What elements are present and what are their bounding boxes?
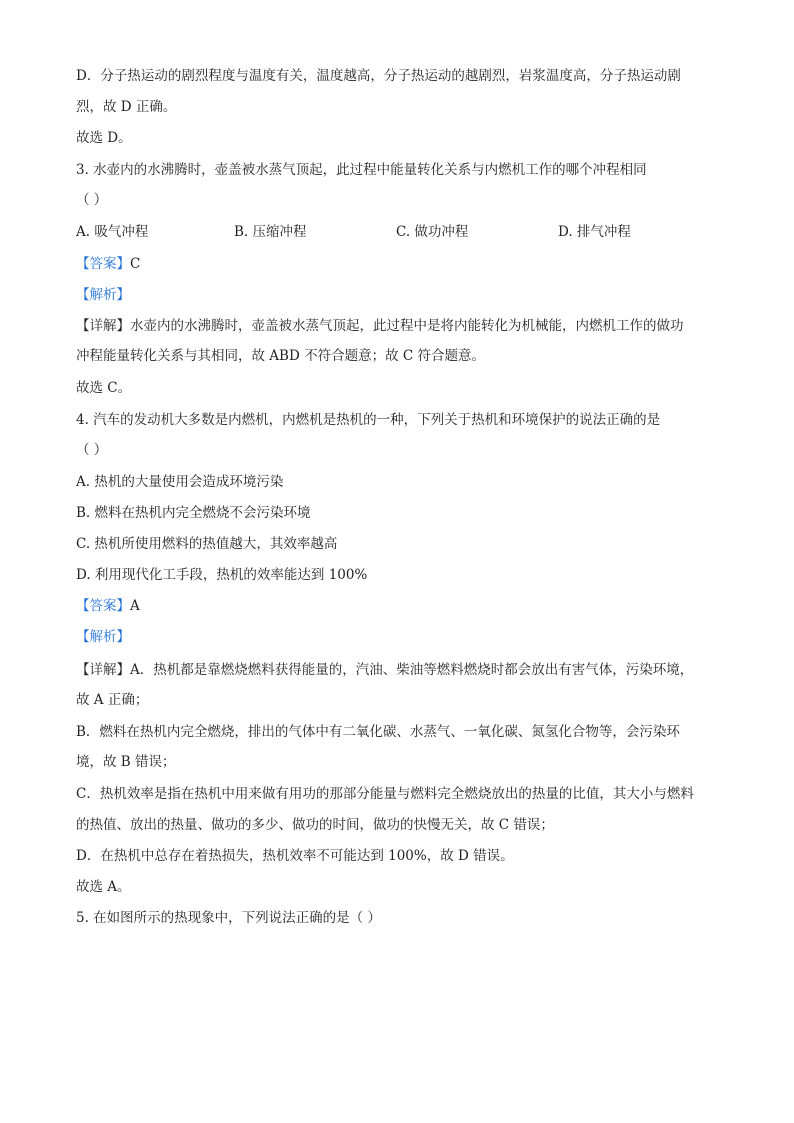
q3-option-a: A. 吸气冲程 (76, 224, 149, 240)
q4-option-d: D. 利用现代化工手段，热机的效率能达到 100% (76, 567, 368, 583)
q3-answer-tag: 【答案】 (76, 256, 130, 272)
q3-detail-text: 水壶内的水沸腾时，壶盖被水蒸气顶起，此过程中是将内能转化为机械能，内燃机工作的做功 (130, 318, 684, 334)
q3-detail-tag: 【详解】 (76, 318, 130, 334)
q2-option-d-explanation-line2: 烈，故 D 正确。 (76, 99, 177, 115)
q5-stem-line1: 5. 在如图所示的热现象中，下列说法正确的是（ ） (76, 910, 381, 926)
q4-answer (76, 596, 716, 616)
q4-answer-tag: 【答案】 (76, 598, 130, 614)
q4-detail-c-line1: C．热机效率是指在热机中用来做有用功的那部分能量与燃料完全燃烧放出的热量的比值，其大小与燃料 (76, 786, 694, 802)
q3-option-b: B. 压缩冲程 (234, 224, 307, 240)
q4-answer-value: A (130, 598, 140, 614)
q3-detail-line2: 冲程能量转化关系与其相同，故 ABD 不符合题意；故 C 符合题意。 (76, 348, 485, 364)
q4-conclusion: 故选 A。 (76, 879, 131, 895)
q4-option-b: B. 燃料在热机内完全燃烧不会污染环境 (76, 505, 311, 521)
q3-option-c: C. 做功冲程 (396, 224, 469, 240)
q4-detail-a-text: A．热机都是靠燃烧燃料获得能量的，汽油、柴油等燃料燃烧时都会放出有害气体，污染环境， (130, 662, 694, 678)
q4-analysis-tag: 【解析】 (76, 629, 130, 645)
q3-option-d: D. 排气冲程 (558, 224, 631, 240)
q4-detail-a-line2: 故 A 正确； (76, 692, 149, 708)
q3-conclusion: 故选 C。 (76, 380, 132, 396)
q3-analysis-heading (76, 285, 716, 305)
q2-conclusion: 故选 D。 (76, 130, 132, 146)
q4-stem-line2: （ ） (76, 442, 108, 458)
q4-detail-b-line1: B．燃料在热机内完全燃烧，排出的气体中有二氧化碳、水蒸气、一氧化碳、氮氢化合物等，会污染环 (76, 724, 680, 740)
q3-stem-line1: 3. 水壶内的水沸腾时，壶盖被水蒸气顶起，此过程中能量转化关系与内燃机工作的哪个冲程相同 (76, 162, 647, 178)
q3-answer (76, 254, 716, 274)
q3-analysis-tag: 【解析】 (76, 287, 130, 303)
q3-detail-line1 (76, 316, 716, 336)
q4-detail-d-line1: D．在热机中总存在着热损失，热机效率不可能达到 100%，故 D 错误。 (76, 848, 514, 864)
q4-detail-tag: 【详解】 (76, 662, 130, 678)
q3-answer-value: C (130, 256, 141, 272)
q3-options (76, 222, 716, 242)
q4-option-a: A. 热机的大量使用会造成环境污染 (76, 474, 284, 490)
q4-detail-a-line1 (76, 660, 716, 680)
q4-detail-b-line2: 境，故 B 错误； (76, 754, 176, 770)
q3-stem-line2: （ ） (76, 192, 108, 208)
q4-analysis-heading (76, 627, 716, 647)
q4-option-c: C. 热机所使用燃料的热值越大，其效率越高 (76, 536, 338, 552)
q4-stem-line1: 4. 汽车的发动机大多数是内燃机，内燃机是热机的一种，下列关于热机和环境保护的说法正确的是 (76, 412, 661, 428)
q2-option-d-explanation-line1: D．分子热运动的剧烈程度与温度有关，温度越高，分子热运动的越剧烈，岩浆温度高，分子热运动剧 (76, 68, 681, 84)
q4-detail-c-line2: 的热值、放出的热量、做功的多少、做功的时间，做功的快慢无关，故 C 错误； (76, 817, 554, 833)
